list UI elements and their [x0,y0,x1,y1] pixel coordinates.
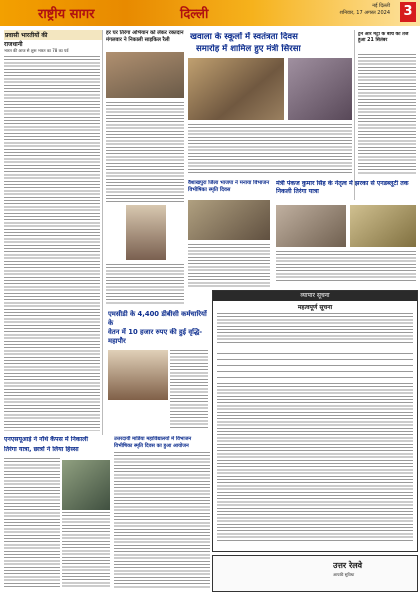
col2-headline: हर घर तिरंगा अभियान को लेकर रक्तदान मंगलवार ने निकाली साइकिल रैली [106,30,184,43]
bottom-left-body [4,458,60,588]
big-photo [108,350,168,400]
left-body-text [4,56,100,431]
col2-photo [106,52,184,98]
notice-body [217,313,413,343]
col2-body-text-2 [106,264,184,304]
notice-label: व्यापार सूचना [213,291,417,301]
mid-left-headline: वैशाखपुरा जिला भाजपा ने मनाया विभाजन विभीषिका स्मृति दिवस [188,180,270,193]
right-body-text [358,54,416,174]
bottom-left-photo [62,460,110,510]
mid-right-body [276,251,416,283]
mid-right-headline: मंत्री पंकज कुमार सिंह के नेतृत्व में झरका से एनडब्लूटी तक निकली तिरंगा यात्रा [276,180,409,195]
mid-right-photo-2 [350,205,416,247]
notice-title: महत्वपूर्ण सूचना [297,304,333,311]
column-rule [102,30,103,435]
public-notice [212,290,418,552]
big-headline-2: वेतन में 10 हजार रुपए की हुई वृद्धि- महापौर [108,328,203,345]
main-headline-1: खवाला के स्कूलों में स्वतंत्रता दिवस [190,32,298,42]
left-headline: राजधानी [4,41,23,48]
main-photo-2 [288,58,352,120]
bottom-mid-headline: उत्तरदायी माडिया महाविद्यालयों में विभाजन विभीषिका स्मृति दिवस का हुआ आयोजन [114,436,192,449]
edition-label: नई दिल्ली [372,3,390,9]
notice-table-row [217,349,413,354]
left-section-label: प्रवासी भारतीयों की [4,30,102,40]
notice-table-row [217,355,413,360]
right-headline: ट्रेन और मेट्रो के बीच का तेज हुआ 21 सितंबर [358,32,409,43]
masthead-logo: राष्ट्रीय सागर [38,7,95,22]
mid-left-photo [188,200,270,240]
date-label: शनिवार, 17 अगस्त 2024 [339,10,390,16]
mid-left-body [188,244,270,288]
left-subhead: भारत की आज से शुरू भारत का 78 का पर्व [4,48,69,53]
notice-table-row [217,373,413,378]
bottom-left-body-2 [62,512,110,588]
railway-ad [212,555,418,592]
main-body-text [188,124,352,174]
ad-brand: उत्तर रेलवे [333,561,363,570]
col2-portrait [126,205,166,260]
notice-body-2 [217,383,413,543]
masthead-city: दिल्ली [180,7,209,22]
ad-tagline: आपकी सुविधा [333,572,355,577]
bottom-left-headline-2: तिरंगा यात्रा, छात्रों ने लिया हिस्सा [4,446,79,453]
big-headline-1: एमसीडी के 4,400 डीबीसी कर्मचारियों के [108,310,207,327]
column-rule [354,30,355,200]
main-headline-2: समारोह में शामिल हुए मंत्री सिरसा [196,44,301,54]
bottom-mid-body [114,452,210,588]
notice-table-row [217,361,413,366]
col2-body-text [106,102,184,202]
masthead [0,0,420,26]
main-photo-1 [188,58,284,120]
big-body-text [170,350,208,430]
mid-right-photo-1 [276,205,346,247]
page-number-badge: 3 [400,2,416,22]
bottom-left-headline-1: एनएसयूआई ने नॉर्थ कैंपस में निकाली [4,436,88,443]
notice-table-row [217,367,413,372]
masthead-date [328,3,390,17]
